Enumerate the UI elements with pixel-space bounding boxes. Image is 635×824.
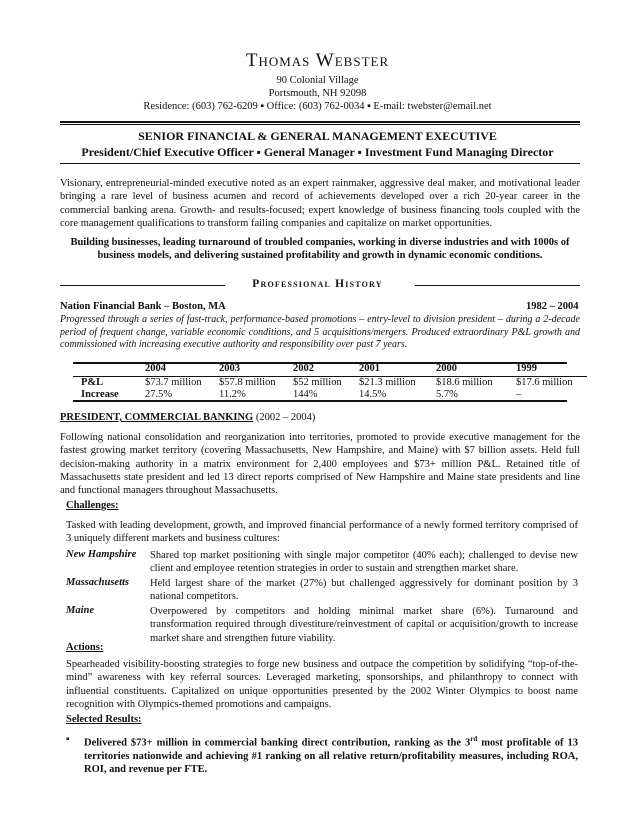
section-heading-professional: Professional History (252, 278, 383, 290)
position-title: PRESIDENT, COMMERCIAL BANKING (60, 412, 254, 423)
employer-description: Progressed through a series of fast-track, performance-based promotions – entry-level to division president – during a 2-decade period of frequent change, variable economic conditions, and 5 acquisitions/mergers. Produced extraordinary P&L growth and commissioned with increasing executive authority and responsibility over past 7 years. (60, 314, 580, 351)
table-year: 2003 (219, 363, 293, 376)
financial-table (73, 363, 587, 402)
table-corner (73, 363, 145, 376)
challenge-label: New Hampshire (66, 549, 137, 560)
result-item (84, 733, 578, 776)
actions-heading: Actions: (66, 642, 104, 653)
table-cell: $18.6 million (436, 376, 493, 388)
challenges-heading: Challenges: (66, 500, 119, 511)
address-line-1: 90 Colonial Village (276, 75, 359, 86)
result-text-post: most profitable of 13 territories nationwide and achieving #1 ranking on all relative return/profitability measures, including ROA, ROI, and revenue per FTE. (84, 737, 578, 776)
employer-name: Nation Financial Bank – Boston, MA (60, 301, 226, 312)
table-year: 1999 (516, 363, 587, 376)
table-cell: $17.6 million (516, 376, 573, 388)
table-row (73, 376, 587, 389)
challenge-label: Massachusetts (66, 577, 130, 588)
challenges-intro: Tasked with leading development, growth, and improved financial performance of a newly formed territory comprised of 3 uniquely different markets and business cultures: (66, 520, 578, 545)
section-line-right (415, 285, 580, 286)
challenge-text: Held largest share of the market (27%) but challenged aggressively for dominant position by 3 national competitors. (150, 578, 578, 603)
header-rule-thin (60, 124, 580, 125)
table-cell: $57.8 million (219, 376, 276, 388)
table-cell: $52 million (293, 376, 342, 388)
table-year: 2004 (145, 363, 219, 376)
contact-phones-email: Residence: (603) 762-6209 ▪ Office: (603) 762-0034 ▪ E-mail: twebster@email.net (143, 101, 492, 112)
table-cell: 14.5% (359, 389, 387, 400)
bullet-icon: ▪ (66, 734, 70, 745)
employer-dates: 1982 – 2004 (526, 301, 579, 312)
table-cell: 5.7% (436, 389, 458, 400)
table-header-row (73, 363, 587, 376)
table-cell: $73.7 million (145, 376, 202, 388)
row-label-pl: P&L (81, 376, 104, 388)
summary-paragraph: Visionary, entrepreneurial-minded executive noted as an expert rainmaker, aggressive deal maker, and motivational leader bringing a rare level of business acumen and record of achievements developed over a rich 20-year career in the commercial banking arena. Growth- and results-focused; expert knowledge of business financing tools coupled with the core management qualifications to transform failing companies and capitalize on market opportunities. (60, 178, 580, 229)
challenge-text: Shared top market positioning with single major competitor (40% each); challenged to devise new client and employee retention strategies in order to sustain and strengthen market share. (150, 550, 578, 575)
challenge-label: Maine (66, 605, 95, 616)
header-rule-top (60, 121, 580, 123)
table-cell: 144% (293, 389, 318, 400)
table-cell: – (516, 389, 522, 400)
table-year: 2002 (293, 363, 359, 376)
position-description: Following national consolidation and reorganization into territories, promoted to provide executive management for the fastest growing market territory (covering Massachusetts, New Hampshire, and Maine) with $7 billion assets. Held full decision-making authority in a matrix environment for 2,400 employees and $73+ million P&L. Retained title of Massachusetts state president and led 13 direct reports comprised of New Hampshire and Maine state presidents and line and functional managers throughout Massachusetts. (60, 432, 580, 497)
actions-text: Spearheaded visibility-boosting strategies to forge new business and outpace the competition by solidifying “top-of-the-mind” awareness with key referral sources. Leveraged marketing, sponsorships, and philanthropy to connect with influential constituents. Capitalized on unique opportunities presented by the 2002 Winter Olympics to boost name recognition with Olympics-themed promotions and campaigns. (66, 659, 578, 710)
address-line-2: Portsmouth, NH 92098 (268, 88, 367, 99)
headline-rule (60, 163, 580, 164)
table-year: 2001 (359, 363, 436, 376)
headline-roles: President/Chief Executive Officer ▪ General Manager ▪ Investment Fund Managing Director (81, 145, 554, 159)
challenge-text: Overpowered by competitors and holding minimal market share (6%). Turnaround and transformation required through divestiture/reinvestment of capital or acquisition/growth to increase market share and strengthen future viability. (150, 606, 578, 644)
result-text-pre: Delivered $73+ million in commercial banking direct contribution, ranking as the 3 (84, 737, 471, 749)
table-cell: 11.2% (219, 389, 246, 400)
result-superscript: rd (470, 735, 478, 743)
position-heading (60, 412, 315, 423)
table-year: 2000 (436, 363, 516, 376)
headline-title: SENIOR FINANCIAL & GENERAL MANAGEMENT EXECUTIVE (138, 129, 497, 143)
table-cell: 27.5% (145, 389, 173, 400)
table-bottom-rule (73, 400, 567, 402)
position-dates: (2002 – 2004) (255, 412, 316, 423)
candidate-name: Thomas Webster (245, 50, 390, 71)
summary-highlight: Building businesses, leading turnaround of troubled companies, working in diverse industries and with 1000s of business models, and delivering sustained profitability and growth in dynamic economic conditions. (70, 237, 570, 262)
row-label-increase: Increase (81, 389, 119, 400)
results-heading: Selected Results: (66, 714, 142, 725)
table-cell: $21.3 million (359, 376, 416, 388)
